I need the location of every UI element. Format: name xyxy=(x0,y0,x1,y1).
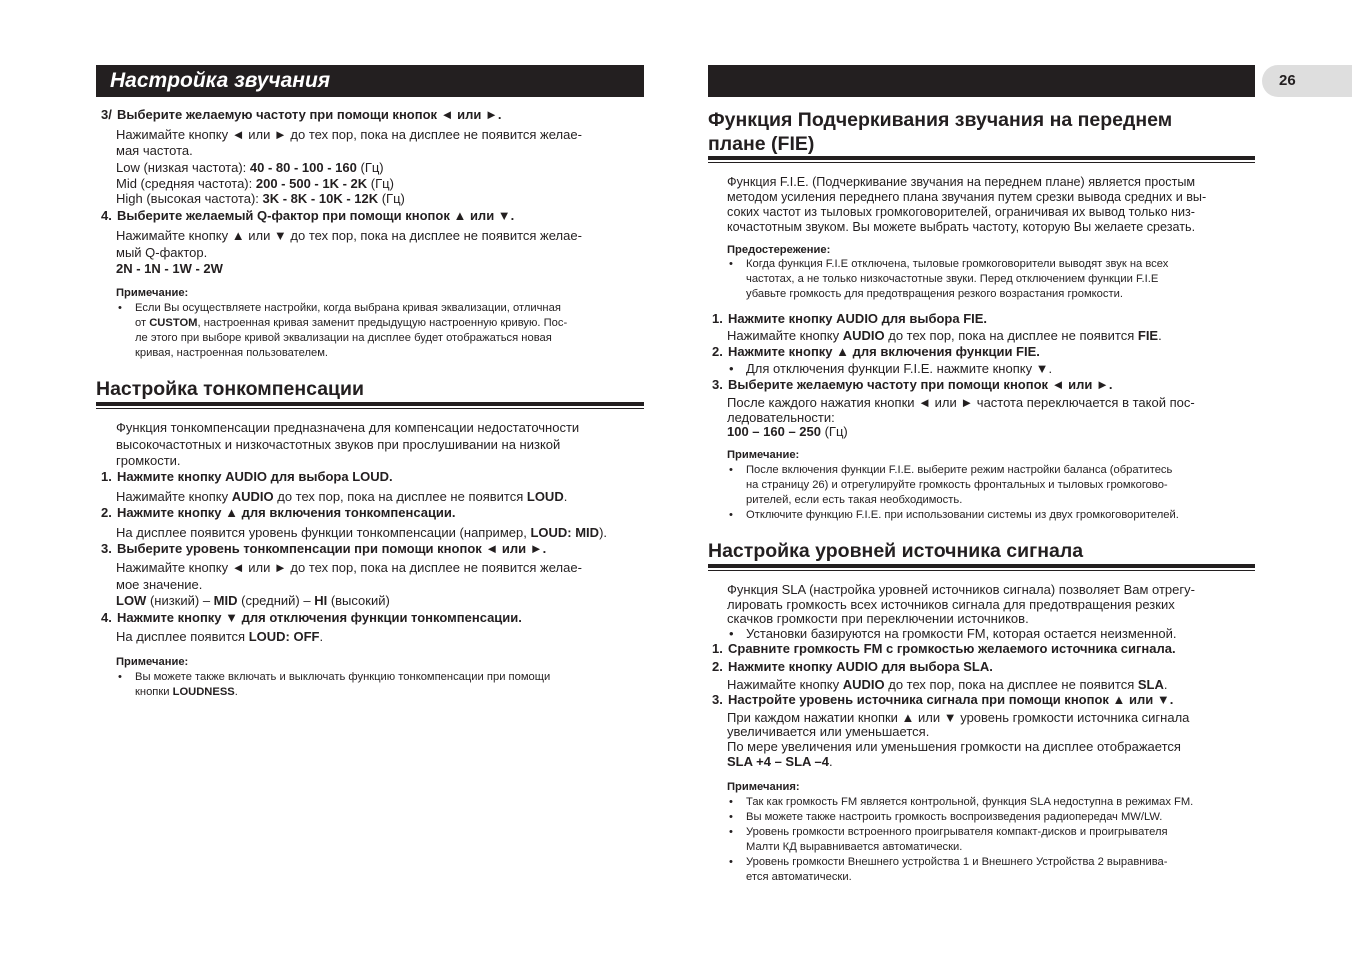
note-item-line: Малти КД выравнивается автоматически. xyxy=(746,841,963,853)
paragraph: увеличивается или уменьшается. xyxy=(727,724,930,739)
paragraph: Функция тонкомпенсации предназначена для компенсации недостаточности xyxy=(116,420,580,435)
note-item: • Отключите функцию F.I.E. при использовании системы из двух громкоговорителей. xyxy=(746,508,1179,523)
note-title: Примечание: xyxy=(727,449,800,461)
freq-high: High (высокая частота): 3K - 8K - 10K - 12K (Гц) xyxy=(116,191,405,206)
caution-item: • Когда функция F.I.E отключена, тыловые громкоговорители выводят звук на всех xyxy=(746,257,1168,272)
heading-sla: Настройка уровней источника сигнала xyxy=(708,540,1084,562)
loud-levels: LOW (низкий) – MID (средний) – HI (высокий) xyxy=(116,593,390,608)
page-number: 26 xyxy=(1262,65,1352,97)
paragraph: После каждого нажатия кнопки ◄ или ► частота переключается в такой пос- xyxy=(727,395,1195,410)
paragraph: соких частот из тыловых громкоговорителей, ограничивая их вывод только низ- xyxy=(727,205,1195,219)
note-item: • Если Вы осуществляете настройки, когда выбрана кривая эквализации, отличная xyxy=(135,301,561,316)
paragraph: Нажимайте кнопку AUDIO до тех пор, пока на дисплее не появится FIE. xyxy=(727,328,1162,343)
paragraph: ледовательности: xyxy=(727,410,835,425)
paragraph: методом усиления переднего плана звучания путем срезки вывода средних и вы- xyxy=(727,190,1207,204)
note-item-line: на страницу 26) и отрегулируйте громкость фронтальных и тыловых громкогово- xyxy=(746,479,1168,491)
paragraph: мая частота. xyxy=(116,143,193,158)
note-item-line: рителей, если есть такая необходимость. xyxy=(746,494,963,506)
paragraph: Функция F.I.E. (Подчеркивание звучания на переднем плане) является простым xyxy=(727,175,1196,189)
paragraph: На дисплее появится LOUD: OFF. xyxy=(116,629,324,644)
paragraph: Нажимайте кнопку ▲ или ▼ до тех пор, пока на дисплее не появится желае- xyxy=(116,228,582,243)
paragraph: кочастотным звуком. Вы можете выбрать частоту, которую Вы желаете срезать. xyxy=(727,220,1196,234)
note-item: • Вы можете также включать и выключать функцию тонкомпенсации при помощи xyxy=(135,670,550,685)
bullet-item: • Для отключения функции F.I.E. нажмите кнопку ▼. xyxy=(746,361,1052,377)
sla-range: SLA +4 – SLA –4. xyxy=(727,754,833,769)
note-item-line: кнопки LOUDNESS. xyxy=(135,686,238,698)
paragraph: При каждом нажатии кнопки ▲ или ▼ уровень громкости источника сигнала xyxy=(727,710,1190,725)
sla-step-2: 2. Нажмите кнопку AUDIO для выбора SLA. xyxy=(712,659,993,674)
heading-rule xyxy=(708,564,1255,568)
fie-step-3: 3. Выберите желаемую частоту при помощи кнопок ◄ или ►. xyxy=(712,377,1113,392)
paragraph: лировать громкость всех источников сигнала для предотвращения резких xyxy=(727,597,1175,612)
heading-rule xyxy=(708,156,1255,160)
note-item: • Вы можете также настроить громкость воспроизведения радиопередач MW/LW. xyxy=(746,810,1162,825)
fie-step-2: 2. Нажмите кнопку ▲ для включения функции FIE. xyxy=(712,344,1040,359)
note-item: • Уровень громкости встроенного проигрывателя компакт-дисков и проигрывателя xyxy=(746,825,1168,840)
paragraph: По мере увеличения или уменьшения громкости на дисплее отображается xyxy=(727,739,1181,754)
paragraph: Нажимайте кнопку ◄ или ► до тех пор, пока на дисплее не появится желае- xyxy=(116,127,582,142)
fie-frequencies: 100 – 160 – 250 (Гц) xyxy=(727,424,848,439)
note-title: Примечание: xyxy=(116,656,189,668)
step-4: 4. Выберите желаемый Q-фактор при помощи кнопок ▲ или ▼. xyxy=(101,208,515,223)
note-title: Примечание: xyxy=(116,287,189,299)
note-title: Примечания: xyxy=(727,781,800,793)
paragraph: высокочастотных и низкочастотных звуков при прослушивании на низкой xyxy=(116,437,561,452)
note-item: • После включения функции F.I.E. выберите режим настройки баланса (обратитесь xyxy=(746,463,1172,478)
heading-rule xyxy=(96,402,644,406)
fie-step-1: 1. Нажмите кнопку AUDIO для выбора FIE. xyxy=(712,311,988,326)
loud-step-2: 2. Нажмите кнопку ▲ для включения тонкомпенсации. xyxy=(101,505,456,520)
paragraph: Нажимайте кнопку ◄ или ► до тех пор, пока на дисплее не появится желае- xyxy=(116,560,582,575)
heading-loudness: Настройка тонкомпенсации xyxy=(96,378,365,400)
freq-low: Low (низкая частота): 40 - 80 - 100 - 160 (Гц) xyxy=(116,160,384,175)
q-values: 2N - 1N - 1W - 2W xyxy=(116,261,223,276)
freq-mid: Mid (средняя частота): 200 - 500 - 1K - 2K (Гц) xyxy=(116,176,394,191)
paragraph: Функция SLA (настройка уровней источников сигнала) позволяет Вам отрегу- xyxy=(727,582,1195,597)
sla-step-3: 3. Настройте уровень источника сигнала при помощи кнопок ▲ или ▼. xyxy=(712,692,1174,707)
note-item-line: ется автоматически. xyxy=(746,871,852,883)
note-item-line: ле этого при выборе кривой эквализации на дисплее будет отображаться новая xyxy=(135,332,552,344)
section-header-bar-right xyxy=(708,65,1255,97)
paragraph: скачков громкости при переключении источников. xyxy=(727,611,1029,626)
section-header-bar xyxy=(96,65,644,97)
heading-fie: Функция Подчеркивания звучания на переднем xyxy=(708,109,1173,131)
caution-title: Предостережение: xyxy=(727,244,831,256)
sla-step-1: 1. Сравните громкость FM с громкостью желаемого источника сигнала. xyxy=(712,641,1176,656)
loud-step-4: 4. Нажмите кнопку ▼ для отключения функции тонкомпенсации. xyxy=(101,610,522,625)
step-3: 3/ Выберите желаемую частоту при помощи кнопок ◄ или ►. xyxy=(101,107,502,122)
paragraph: На дисплее появится уровень функции тонкомпенсации (например, LOUD: MID). xyxy=(116,525,608,540)
paragraph: громкости. xyxy=(116,453,181,468)
section-title: Настройка звучания xyxy=(110,69,331,92)
note-item: • Уровень громкости Внешнего устройства 1 и Внешнего Устройства 2 выравнива- xyxy=(746,855,1168,870)
paragraph: Нажимайте кнопку AUDIO до тех пор, пока на дисплее не появится LOUD. xyxy=(116,489,568,504)
loud-step-3: 3. Выберите уровень тонкомпенсации при помощи кнопок ◄ или ►. xyxy=(101,541,547,556)
paragraph: мое значение. xyxy=(116,577,203,592)
note-item: • Так как громкость FM является контрольной, функция SLA недоступна в режимах FM. xyxy=(746,795,1193,810)
note-item-line: кривая, настроенная пользователем. xyxy=(135,347,329,359)
note-item-line: от CUSTOM, настроенная кривая заменит предыдущую настроенную кривую. Пос- xyxy=(135,317,568,329)
loud-step-1: 1. Нажмите кнопку AUDIO для выбора LOUD. xyxy=(101,469,393,484)
caution-item-line: убавьте громкость для предотвращения резкого возрастания громкости. xyxy=(746,288,1123,300)
caution-item-line: частотах, а не только низкочастотные звуки. Перед отключением функции F.I.E xyxy=(746,273,1159,285)
paragraph: Нажимайте кнопку AUDIO до тех пор, пока на дисплее не появится SLA. xyxy=(727,677,1168,692)
heading-fie-line2: плане (FIE) xyxy=(708,133,815,155)
bullet-item: • Установки базируются на громкости FM, которая остается неизменной. xyxy=(746,626,1177,642)
paragraph: мый Q-фактор. xyxy=(116,245,208,260)
